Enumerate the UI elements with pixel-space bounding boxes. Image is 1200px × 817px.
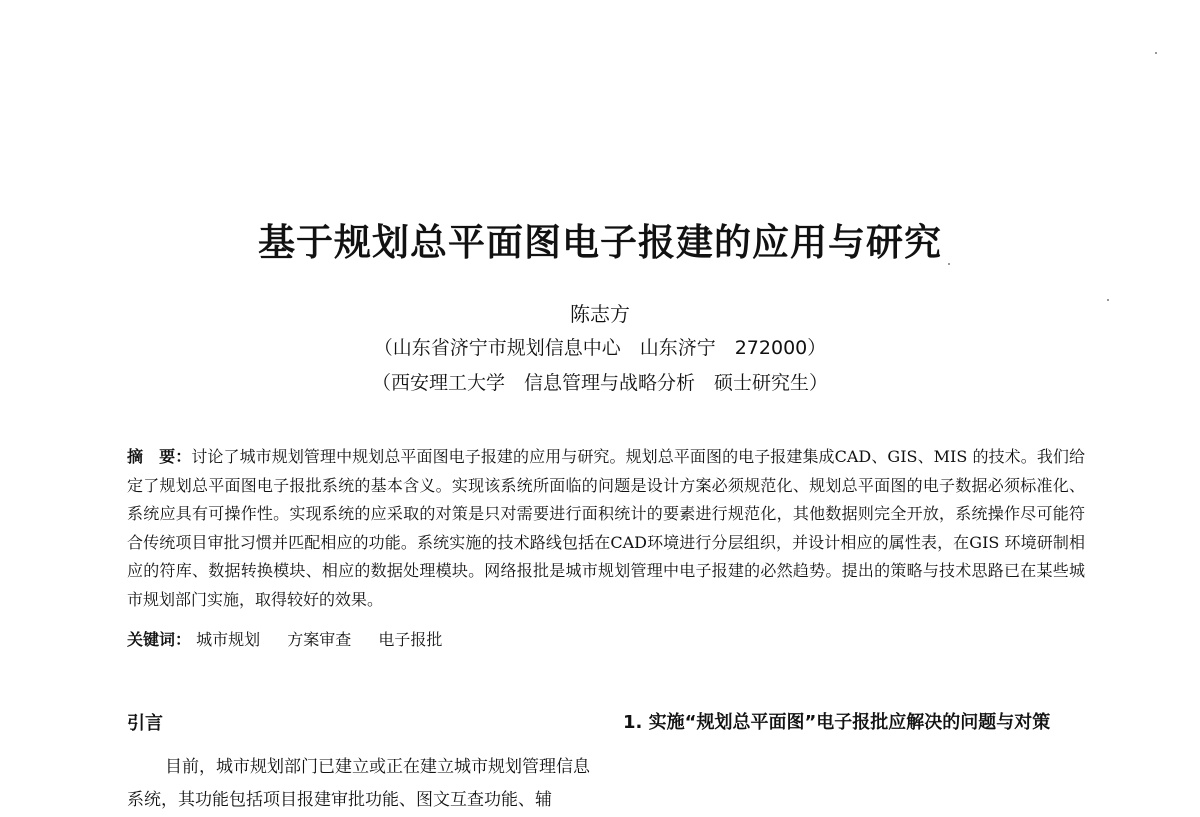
abstract-label: 摘 要： — [127, 447, 192, 466]
keyword-item: 方案审查 — [287, 630, 352, 649]
keyword-item: 电子报批 — [378, 630, 443, 649]
affiliation-line-1: （山东省济宁市规划信息中心 山东济宁 272000） — [373, 337, 827, 359]
author-name: 陈志方 — [570, 302, 630, 326]
keywords-block — [127, 626, 1085, 654]
intro-paragraph: 目前，城市规划部门已建立或正在建立城市规划管理信息系统，其功能包括项目报建审批功能、图文互查功能、辅 — [127, 757, 590, 810]
intro-heading: 引言 — [127, 713, 163, 734]
scan-speck — [948, 263, 950, 265]
abstract-block — [127, 443, 1085, 614]
affiliation-line-2: （西安理工大学 信息管理与战略分析 硕士研究生） — [371, 372, 828, 394]
scan-speck — [1107, 299, 1109, 301]
keywords-label: 关键词： — [127, 630, 192, 649]
section-1-heading: 1. 实施“规划总平面图”电子报批应解决的问题与对策 — [623, 712, 1051, 733]
scan-speck — [1155, 52, 1157, 54]
abstract-text: 讨论了城市规划管理中规划总平面图电子报建的应用与研究。规划总平面图的电子报建集成CAD、GIS、MIS 的技术。我们给定了规划总平面图电子报批系统的基本含义。实现该系统所面临的问题是设计方案必须规范化、规划总平面图的电子数据必须标准化、系统应具有可操作性。实现系统的应采取的对策是只对需要进行面积统计的要素进行规范化，其他数据则完全开放，系统操作尽可能符合传统项目审批习惯并匹配相应的功能。系统实施的技术路线包括在CAD环境进行分层组织，并设计相应的属性表，在GIS 环境研制相应的符库、数据转换模块、相应的数据处理模块。网络报批是城市规划管理中电子报建的必然趋势。提出的策略与技术思路已在某些城市规划部门实施，取得较好的效果。 — [127, 447, 1085, 609]
paper-title: 基于规划总平面图电子报建的应用与研究 — [258, 221, 942, 264]
keyword-item: 城市规划 — [196, 630, 261, 649]
